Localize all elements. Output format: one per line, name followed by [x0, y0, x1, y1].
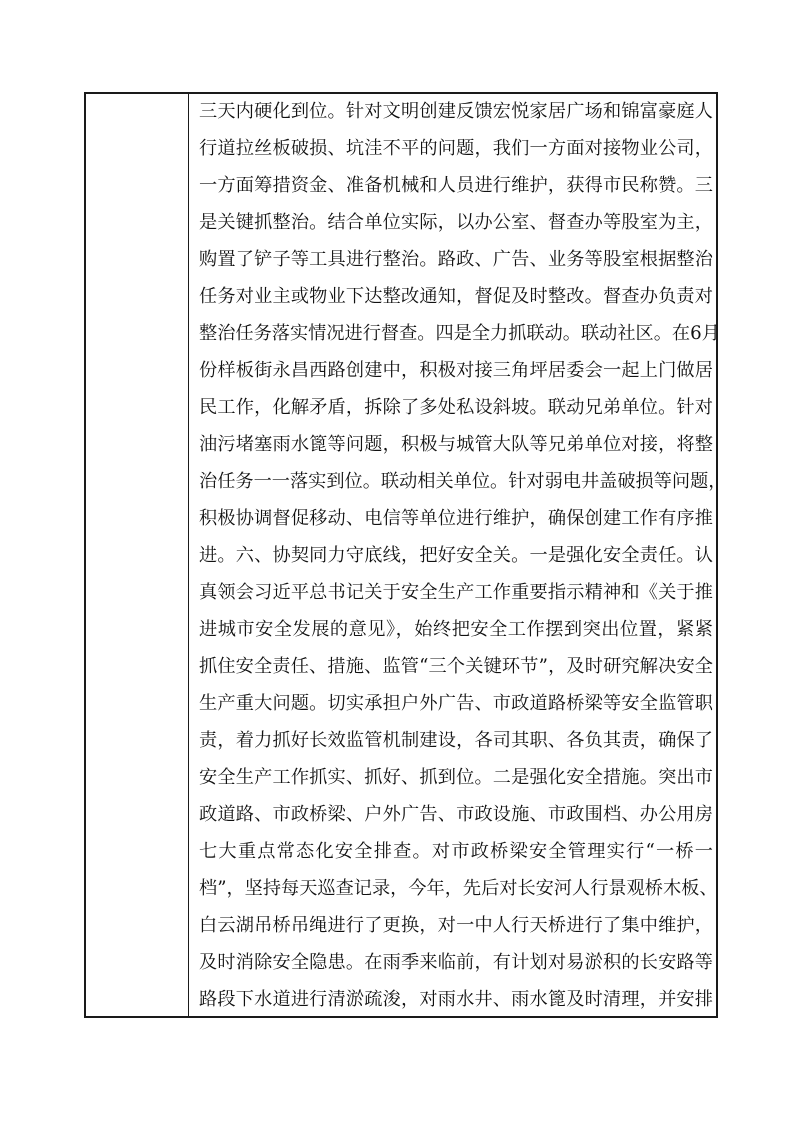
text-line: 政道路、市政桥梁、户外广告、市政设施、市政围档、办公用房	[199, 804, 713, 825]
text-line: 份样板街永昌西路创建中，积极对接三角坪居委会一起上门做居	[199, 360, 713, 381]
text-line: 抓住安全责任、措施、监管“三个关键环节”，及时研究解决安全	[199, 656, 713, 677]
text-line: 民工作，化解矛盾，拆除了多处私设斜坡。联动兄弟单位。针对	[199, 397, 713, 418]
text-line: 整治任务落实情况进行督查。四是全力抓联动。联动社区。在6月	[199, 323, 720, 344]
text-line: 真领会习近平总书记关于安全生产工作重要指示精神和《关于推	[199, 582, 713, 603]
text-line: 七大重点常态化安全排查。对市政桥梁安全管理实行“一桥一	[199, 841, 713, 862]
text-line: 生产重大问题。切实承担户外广告、市政道路桥梁等安全监管职	[199, 693, 713, 714]
content-cell	[190, 94, 727, 1016]
text-line: 档”，坚持每天巡查记录，今年，先后对长安河人行景观桥木板、	[199, 878, 718, 899]
text-line: 积极协调督促移动、电信等单位进行维护，确保创建工作有序推	[199, 508, 713, 529]
text-line: 油污堵塞雨水篦等问题，积极与城管大队等兄弟单位对接，将整	[199, 434, 713, 455]
left-column-cell	[86, 94, 189, 1016]
text-line: 一方面筹措资金、准备机械和人员进行维护，获得市民称赞。三	[199, 175, 713, 196]
text-line: 任务对业主或物业下达整改通知，督促及时整改。督查办负责对	[199, 286, 713, 307]
text-line: 三天内硬化到位。针对文明创建反馈宏悦家居广场和锦富豪庭人	[199, 101, 713, 122]
text-line: 进。六、协契同力守底线，把好安全关。一是强化安全责任。认	[199, 545, 713, 566]
text-line: 治任务一一落实到位。联动相关单位。针对弱电井盖破损等问题，	[199, 471, 727, 492]
document-table	[84, 92, 727, 1018]
text-line: 白云湖吊桥吊绳进行了更换，对一中人行天桥进行了集中维护，	[199, 915, 713, 936]
text-line: 责，着力抓好长效监管机制建设，各司其职、各负其责，确保了	[199, 730, 713, 751]
text-line: 是关键抓整治。结合单位实际，以办公室、督查办等股室为主，	[199, 212, 713, 233]
text-line: 行道拉丝板破损、坑洼不平的问题，我们一方面对接物业公司，	[199, 138, 713, 159]
text-line: 路段下水道进行清淤疏浚，对雨水井、雨水篦及时清理，并安排	[199, 989, 713, 1010]
text-line: 安全生产工作抓实、抓好、抓到位。二是强化安全措施。突出市	[199, 767, 713, 788]
text-line: 进城市安全发展的意见》，始终把安全工作摆到突出位置，紧紧	[199, 619, 713, 640]
text-line: 及时消除安全隐患。在雨季来临前，有计划对易淤积的长安路等	[199, 952, 713, 973]
text-line: 购置了铲子等工具进行整治。路政、广告、业务等股室根据整治	[199, 249, 713, 270]
